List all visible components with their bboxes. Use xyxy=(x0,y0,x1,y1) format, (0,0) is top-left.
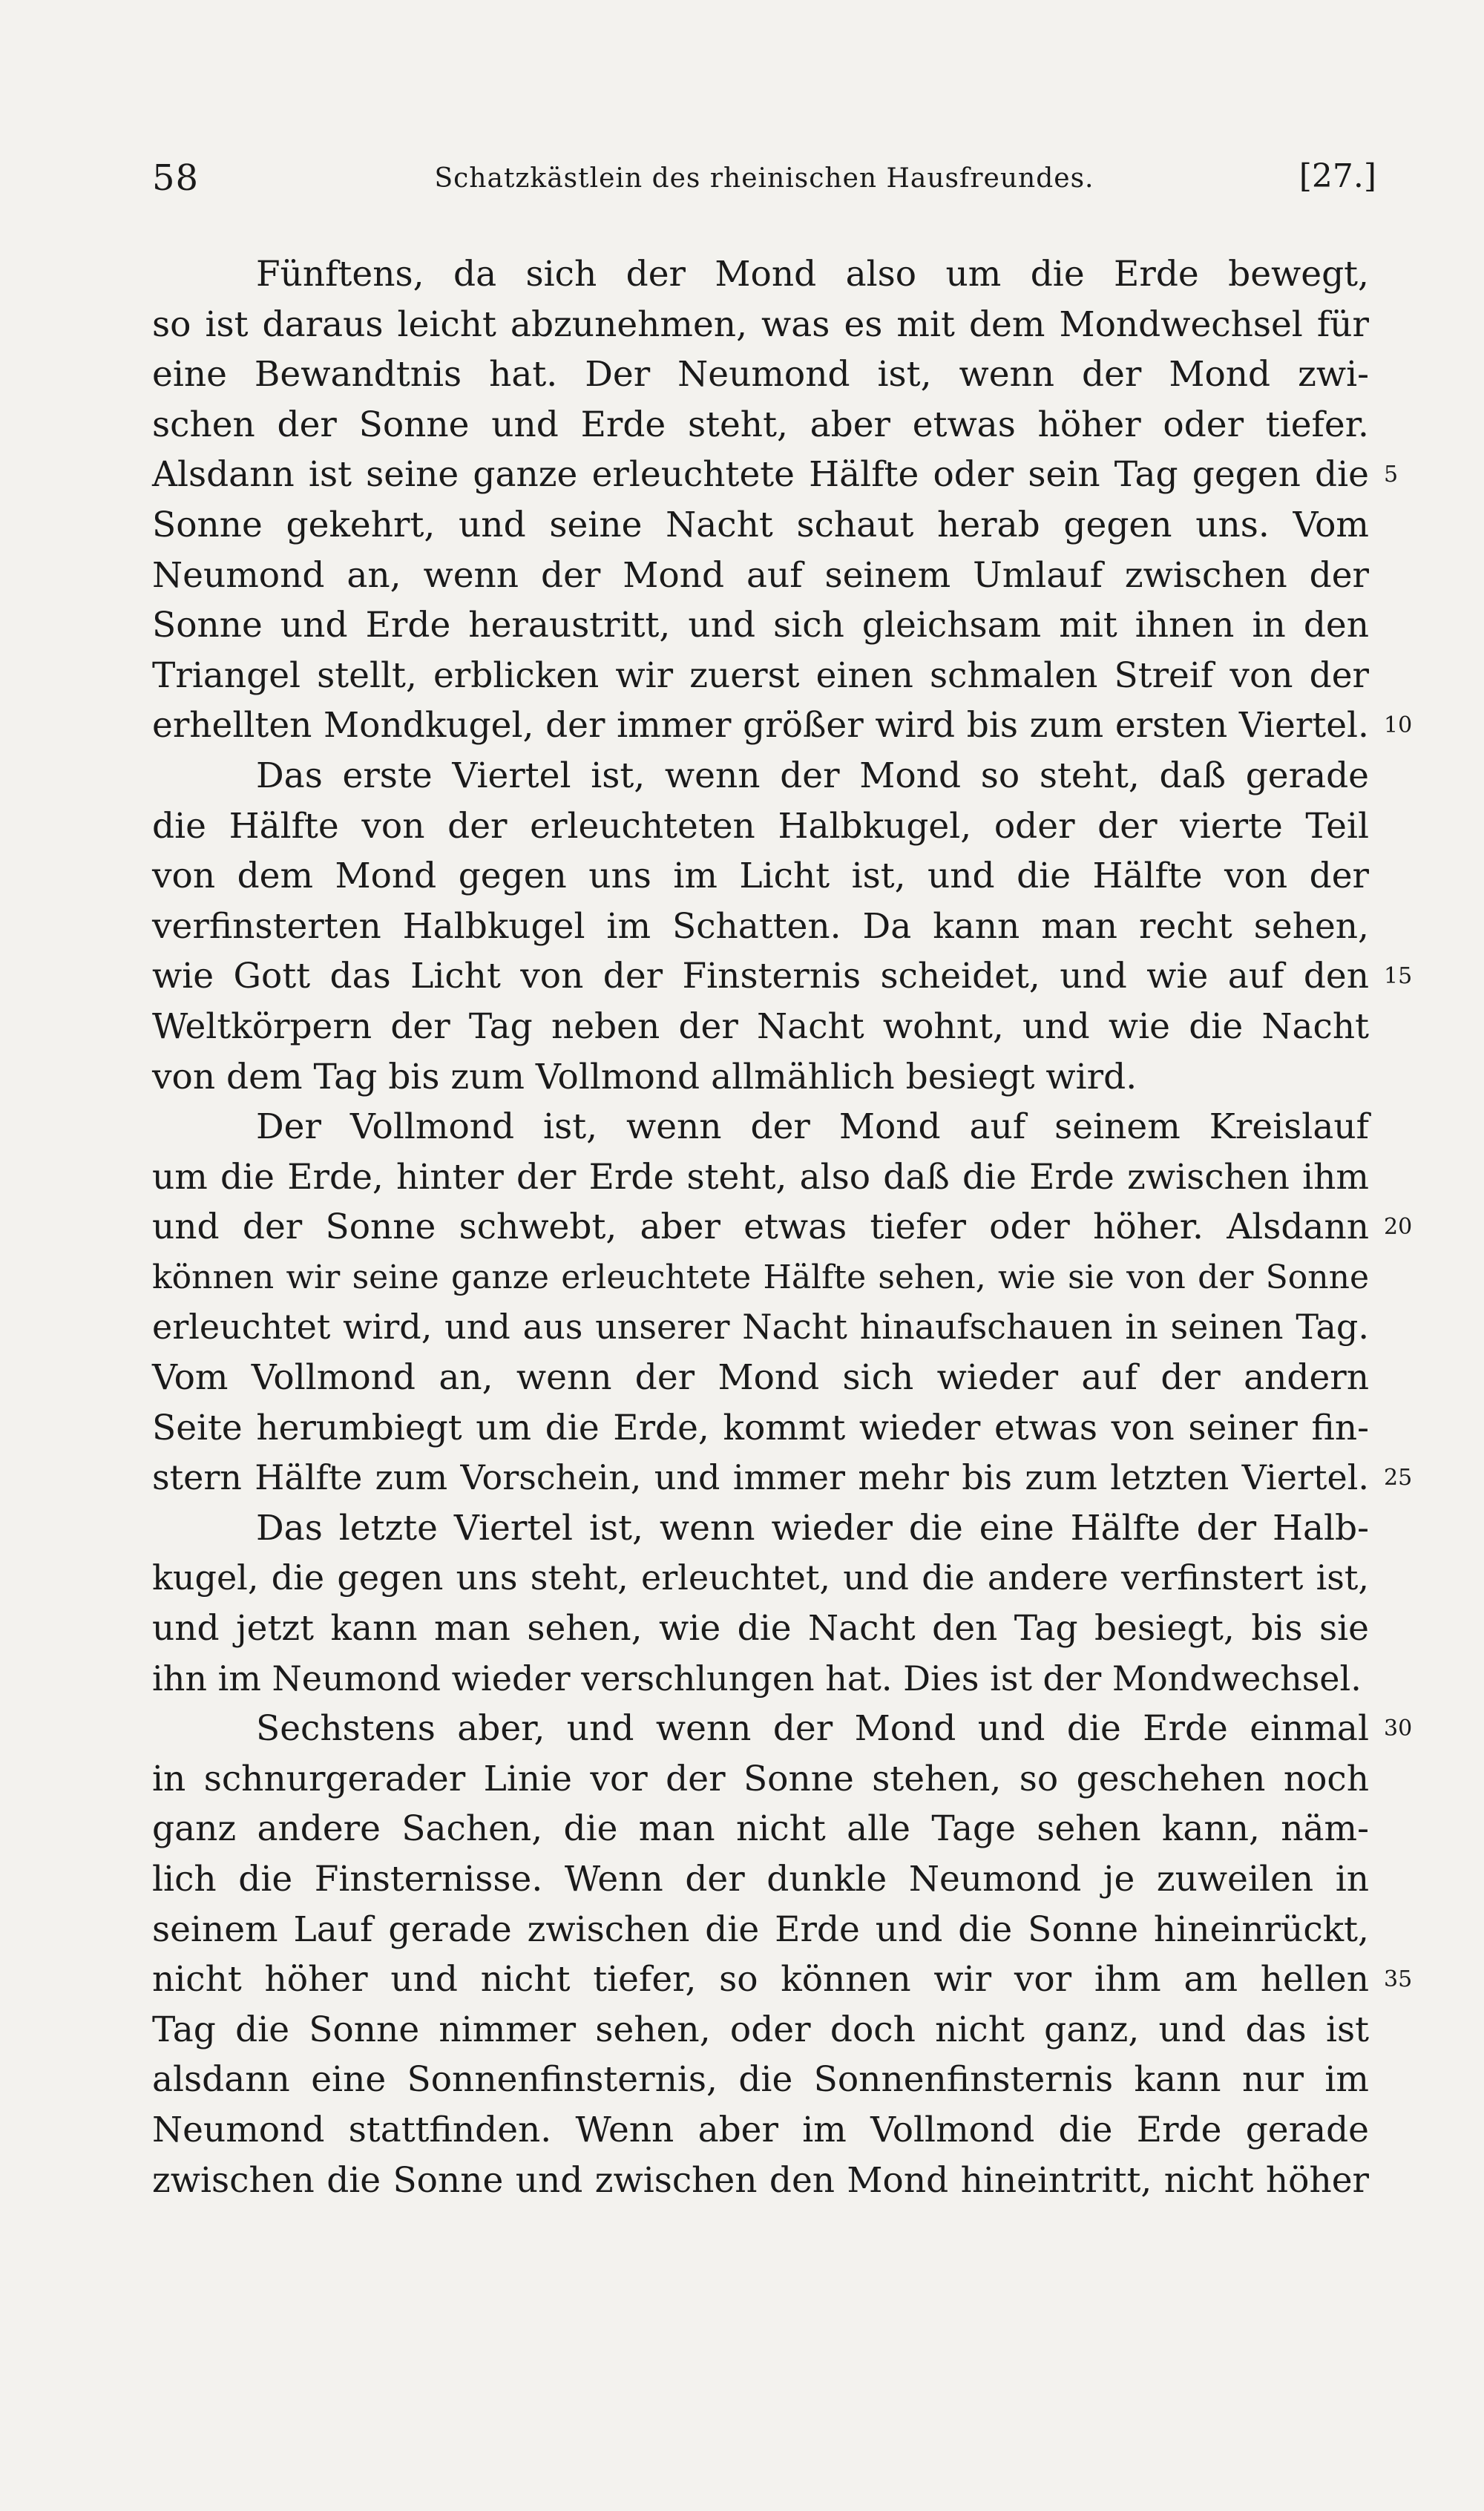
text-line xyxy=(152,902,1369,952)
line-text: kugel, die gegen uns steht, erleuchtet, und die andere verfinstert ist, xyxy=(152,1558,1369,1598)
text-line xyxy=(152,951,1413,1002)
text-line xyxy=(152,500,1369,551)
text-line xyxy=(152,1152,1369,1203)
text-line xyxy=(152,1403,1369,1454)
text-line xyxy=(152,1754,1369,1805)
line-text: ganz andere Sachen, die man nicht alle Tage sehen kann, näm- xyxy=(152,1808,1369,1850)
text-line xyxy=(152,1804,1369,1854)
line-text: stern Hälfte zum Vorschein, und immer mehr bis zum letzten Viertel. xyxy=(152,1457,1369,1498)
line-text: erleuchtet wird, und aus unserer Nacht hinaufschauen in seinen Tag. xyxy=(152,1307,1369,1348)
line-text: Sonne gekehrt, und seine Nacht schaut herab gegen uns. Vom xyxy=(152,504,1369,545)
line-text: Das erste Viertel ist, wenn der Mond so steht, daß gerade xyxy=(256,755,1369,796)
text-line xyxy=(152,300,1369,350)
line-number: 15 xyxy=(1384,963,1413,990)
text-line xyxy=(152,1253,1369,1303)
text-line xyxy=(152,1954,1413,2005)
line-number: 30 xyxy=(1384,1716,1413,1742)
line-text: die Hälfte von der erleuchteten Halbkugel, oder der vierte Teil xyxy=(152,805,1369,847)
text-line xyxy=(152,1604,1369,1654)
text-line xyxy=(152,2156,1369,2206)
line-text: wie Gott das Licht von der Finsternis scheidet, und wie auf den xyxy=(152,956,1369,997)
running-title: Schatzkästlein des rheinischen Hausfreundes. xyxy=(434,163,1094,194)
line-text: Das letzte Viertel ist, wenn wieder die eine Hälfte der Halb- xyxy=(256,1507,1369,1549)
line-text: Sechstens aber, und wenn der Mond und die Erde einmal xyxy=(256,1708,1369,1750)
text-line xyxy=(152,551,1369,601)
line-text: so ist daraus leicht abzunehmen, was es mit dem Mondwechsel für xyxy=(152,303,1369,345)
line-text: Sonne und Erde heraustritt, und sich gleichsam mit ihnen in den xyxy=(152,605,1369,646)
text-line xyxy=(152,1654,1369,1704)
line-text: erhellten Mondkugel, der immer größer wird bis zum ersten Viertel. xyxy=(152,705,1369,746)
page-number: 58 xyxy=(152,157,200,199)
text-line xyxy=(152,400,1369,450)
text-line xyxy=(152,1854,1369,1905)
line-text: um die Erde, hinter der Erde steht, also daß die Erde zwischen ihm xyxy=(152,1156,1369,1198)
line-number: 35 xyxy=(1384,1966,1413,1993)
text-line xyxy=(152,1905,1369,1955)
text-line xyxy=(152,2005,1369,2055)
line-text: Vom Vollmond an, wenn der Mond sich wieder auf der andern xyxy=(152,1357,1369,1399)
text-line xyxy=(152,1002,1369,1052)
text-line xyxy=(152,1353,1369,1403)
text-line xyxy=(152,1202,1413,1253)
text-line xyxy=(152,1503,1369,1554)
text-line xyxy=(152,1102,1369,1152)
line-text: Der Vollmond ist, wenn der Mond auf seinem Kreislauf xyxy=(256,1106,1369,1148)
text-line xyxy=(152,651,1369,701)
line-text: alsdann eine Sonnenfinsternis, die Sonnenfinsternis kann nur im xyxy=(152,2059,1369,2101)
line-text: lich die Finsternisse. Wenn der dunkle Neumond je zuweilen in xyxy=(152,1859,1369,1900)
body-text xyxy=(152,249,1413,2205)
line-number: 20 xyxy=(1384,1214,1413,1241)
line-text: seinem Lauf gerade zwischen die Erde und die Sonne hineinrückt, xyxy=(152,1908,1369,1950)
text-line xyxy=(152,1553,1369,1604)
text-line xyxy=(152,249,1369,300)
text-line xyxy=(152,600,1369,651)
line-text: von dem Tag bis zum Vollmond allmählich besiegt wird. xyxy=(152,1056,1137,1097)
line-text: Tag die Sonne nimmer sehen, oder doch nicht ganz, und das ist xyxy=(152,2009,1369,2050)
line-text: nicht höher und nicht tiefer, so können wir vor ihm am hellen xyxy=(152,1959,1369,2000)
line-text: Triangel stellt, erblicken wir zuerst einen schmalen Streif von der xyxy=(152,654,1369,696)
text-line xyxy=(152,2105,1369,2156)
line-number: 25 xyxy=(1384,1465,1413,1491)
text-line xyxy=(152,751,1369,801)
text-line xyxy=(152,801,1369,852)
text-line xyxy=(152,700,1413,751)
line-text: Neumond stattfinden. Wenn aber im Vollmond die Erde gerade xyxy=(152,2109,1369,2150)
line-text: Weltkörpern der Tag neben der Nacht wohnt, und wie die Nacht xyxy=(152,1005,1369,1047)
line-text: und jetzt kann man sehen, wie die Nacht den Tag besiegt, bis sie xyxy=(152,1608,1369,1650)
line-number: 5 xyxy=(1384,462,1399,488)
line-text: Alsdann ist seine ganze erleuchtete Hälfte oder sein Tag gegen die xyxy=(152,454,1369,496)
text-line xyxy=(152,1704,1413,1754)
line-text: verfinsterten Halbkugel im Schatten. Da kann man recht sehen, xyxy=(152,905,1369,947)
line-text: ihn im Neumond wieder verschlungen hat. Dies ist der Mondwechsel. xyxy=(152,1658,1362,1698)
sheet-mark: [27.] xyxy=(1298,157,1376,195)
line-text: können wir seine ganze erleuchtete Hälfte sehen, wie sie von der Sonne xyxy=(152,1258,1369,1296)
line-text: von dem Mond gegen uns im Licht ist, und die Hälfte von der xyxy=(152,856,1369,897)
text-line xyxy=(152,1302,1369,1353)
text-line xyxy=(152,2055,1369,2105)
line-text: zwischen die Sonne und zwischen den Mond hineintritt, nicht höher xyxy=(152,2159,1369,2201)
text-line xyxy=(152,450,1399,500)
line-number: 10 xyxy=(1384,712,1413,739)
line-text: Fünftens, da sich der Mond also um die Erde bewegt, xyxy=(256,254,1369,295)
line-text: Neumond an, wenn der Mond auf seinem Umlauf zwischen der xyxy=(152,554,1369,596)
line-text: in schnurgerader Linie vor der Sonne stehen, so geschehen noch xyxy=(152,1758,1369,1799)
running-head xyxy=(152,157,1376,209)
text-line xyxy=(152,349,1369,400)
text-line xyxy=(152,1052,1369,1103)
line-text: schen der Sonne und Erde steht, aber etwas höher oder tiefer. xyxy=(152,404,1369,445)
text-line xyxy=(152,1453,1413,1503)
line-text: eine Bewandtnis hat. Der Neumond ist, wenn der Mond zwi- xyxy=(152,354,1369,395)
line-text: und der Sonne schwebt, aber etwas tiefer oder höher. Alsdann xyxy=(152,1207,1369,1248)
line-text: Seite herumbiegt um die Erde, kommt wieder etwas von seiner fin- xyxy=(152,1407,1369,1448)
text-line xyxy=(152,851,1369,902)
